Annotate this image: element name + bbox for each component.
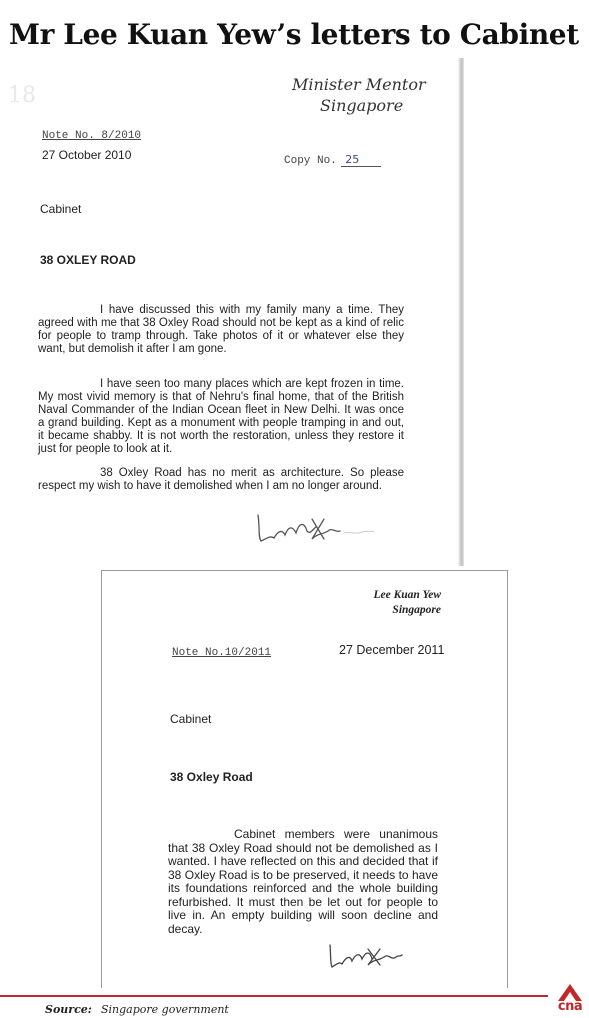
copy-number-field: [284, 150, 381, 168]
signature-image: [252, 505, 382, 550]
letter1-paragraph-1: I have discussed this with my family many a time. They agreed with me that 38 Oxley Road should not be kept as a kind of relic for people to tramp through. Take photos of it or whatever else they want, but demolish it after I am gone.: [38, 304, 404, 355]
letter1-paragraph-3: 38 Oxley Road has no merit as architecture. So please respect my wish to have it demolished when I am no longer around.: [38, 467, 404, 492]
copy-number: 25: [341, 153, 381, 167]
note-number: Note No.10/2011: [172, 647, 272, 659]
subject: 38 OXLEY ROAD: [40, 253, 136, 267]
subject: 38 Oxley Road: [170, 770, 253, 784]
page-headline: Mr Lee Kuan Yew’s letters to Cabinet: [9, 18, 579, 51]
logo-text: cna: [557, 999, 583, 1014]
copy-label: Copy No.: [284, 155, 337, 167]
letterhead-location: Singapore: [392, 604, 441, 616]
letterhead-location: Singapore: [320, 96, 404, 115]
source-label: Source:: [45, 1003, 92, 1016]
letter-2011: [101, 570, 508, 988]
addressee: Cabinet: [40, 202, 82, 216]
letter-date: 27 December 2011: [339, 643, 445, 657]
faint-page-mark: 18: [8, 83, 36, 108]
cna-logo: [553, 983, 587, 1017]
letterhead-name: Lee Kuan Yew: [373, 589, 441, 601]
signature-image: [324, 939, 414, 975]
addressee: Cabinet: [170, 712, 212, 726]
letter1-paragraph-2: I have seen too many places which are kept frozen in time. My most vivid memory is that of Nehru's final home, that of the British Naval Commander of the Indian Ocean fleet in New Delhi. It was once a grand building. Kept as a monument with people tramping in and out, it became shabby. It is not worth the restoration, unless they restore it just for people to look at it.: [38, 378, 404, 455]
letter2-paragraph: Cabinet members were unanimous that 38 Oxley Road should not be demolished as I wanted. I have reflected on this and decided that if 38 Oxley Road is to be preserved, it needs to have its foundations reinforced and the whole building refurbished. It must then be let out for people to live in. An empty building will soon decline and decay.: [168, 827, 438, 936]
letter-date: 27 October 2010: [42, 148, 132, 162]
page-edge-shadow: [458, 58, 464, 566]
letterhead-title: Minister Mentor: [292, 75, 426, 94]
letter-2010: [0, 58, 462, 566]
note-number: Note No. 8/2010: [42, 130, 142, 142]
footer-divider: [0, 995, 548, 997]
source-value: Singapore government: [101, 1003, 229, 1016]
